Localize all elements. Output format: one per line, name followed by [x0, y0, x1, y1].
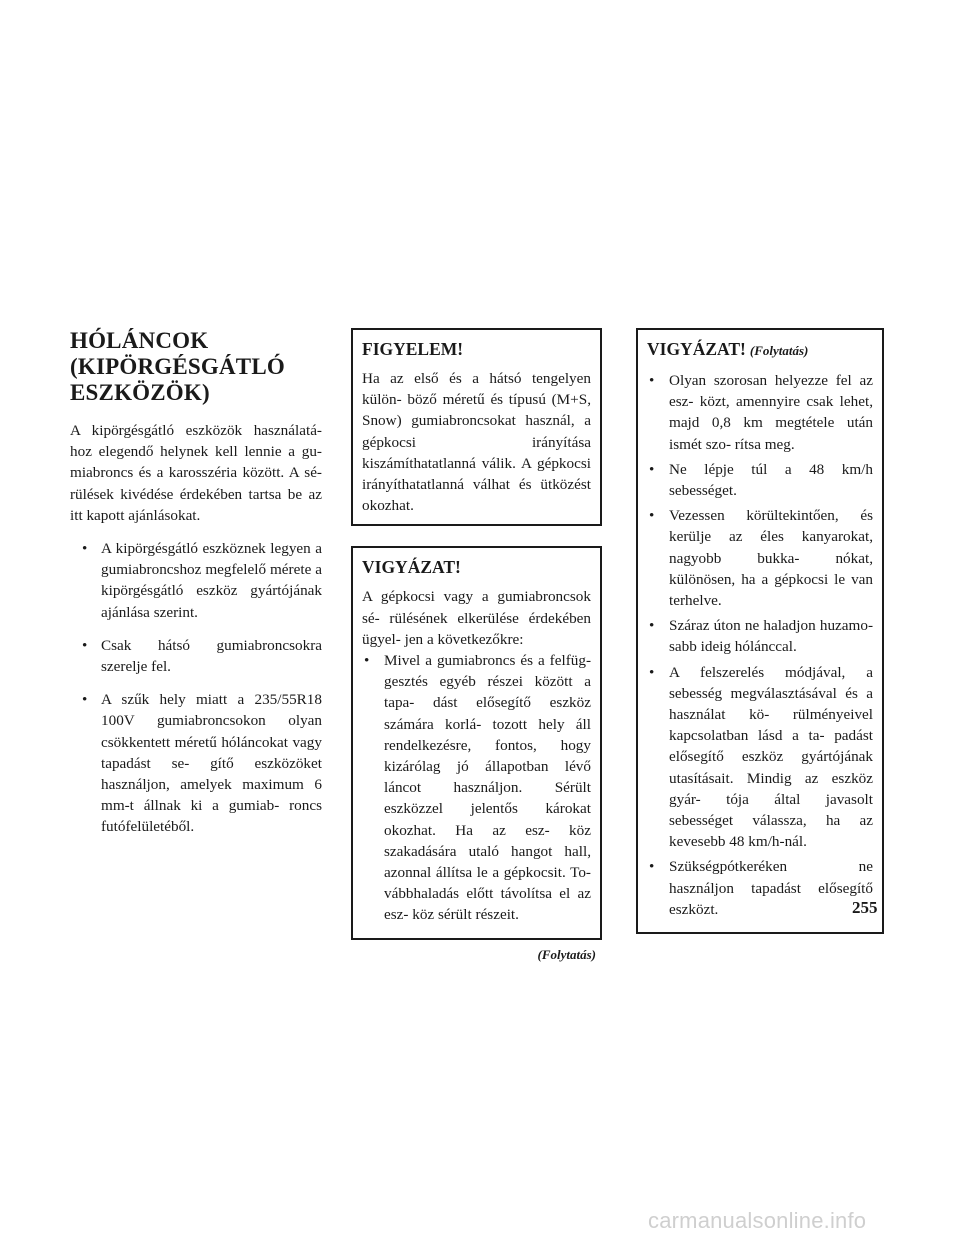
list-item: • A szűk hely miatt a 235/55R18 100V gumiabroncsokon olyan csökkentett méretű hóláncokat vagy tapadást se- gítő eszközöket használjon, amelyek maximum 6 mm-t állnak ki a gumiab- roncs futófelületéből.: [70, 689, 322, 837]
watermark: carmanualsonline.info: [648, 1208, 867, 1233]
column-right: [636, 328, 884, 954]
warning-box-continued: [636, 328, 884, 934]
warning-title-continued: [647, 338, 873, 362]
requirements-list: [70, 538, 322, 838]
page-number: 255: [852, 898, 878, 917]
list-item: • Csak hátsó gumiabroncsokra szerelje fel.: [70, 635, 322, 677]
list-item: • Száraz úton ne haladjon huzamo- sabb ideig hólánccal.: [647, 615, 873, 657]
caution-title: FIGYELEM!: [362, 339, 464, 359]
section-heading: HÓLÁNCOK (KIPÖRGÉSGÁTLÓ ESZKÖZÖK): [70, 328, 285, 405]
caution-box: [351, 328, 602, 526]
intro-paragraph: A kipörgésgátló eszközök használatá- hoz elegendő helynek kell lennie a gu- miabroncs és a karosszéria között. A sé- rülések kivédése érdekében tartsa be az itt kapott ajánlásokat.: [70, 422, 322, 524]
column-left: [70, 328, 322, 850]
list-item: • Ne lépje túl a 48 km/h sebességet.: [647, 459, 873, 501]
list-item: • Olyan szorosan helyezze fel az esz- közt, amennyire csak lehet, majd 0,8 km megtétele után ismét szo- rítsa meg.: [647, 370, 873, 455]
warning-title: VIGYÁZAT!: [362, 557, 461, 578]
list-item: • Vezessen körültekintően, és kerülje az éles kanyarokat, nagyobb bukka- nókat, különösen, ha a gépkocsi le van terhelve.: [647, 505, 873, 611]
warning-list: [647, 370, 873, 920]
list-item: • Szükségpótkeréken ne használjon tapadást elősegítő eszközt.: [647, 856, 873, 920]
continued-label: (Folytatás): [749, 343, 809, 358]
list-item: • A kipörgésgátló eszköznek legyen a gumiabroncshoz megfelelő mérete a kipörgésgátló eszköz gyártójának ajánlása szerint.: [70, 538, 322, 623]
warning-title-text: VIGYÁZAT!: [647, 339, 746, 359]
continued-note: (Folytatás): [537, 946, 596, 962]
list-item: • Mivel a gumiabroncs és a felfüg- gesztés egyéb részei között a tapa- dást elősegítő eszköz számára korlá- tozott hely áll rendelkezésre, fontos, hogy kizárólag jó állapotban lévő láncot használjon. Sérült eszközzel jelentős károkat okozhat. Ha az esz- köz szakadására utaló hangot hall, azonnal állítsa le a gépkocsit. To- vábbhaladás előtt távolítsa el az esz- köz sérült részeit.: [362, 650, 591, 926]
warning-text: A gépkocsi vagy a gumiabroncsok sé- rülésének elkerülése érdekében ügyel- jen a következőkre:: [362, 588, 591, 648]
warning-box: [351, 546, 602, 939]
warning-list: [362, 650, 591, 926]
column-middle: [351, 328, 602, 963]
list-item: • A felszerelés módjával, a sebesség megválasztásával és a használat kö- rülményeivel kapcsolatban lásd a ta- padást elősegítő eszköz gyártójának utasításait. Mindig az eszköz gyár- tója által javasolt sebességet válassza, ha az kevesebb 48 km/h-nál.: [647, 662, 873, 853]
caution-text: Ha az első és a hátsó tengelyen külön- böző méretű és típusú (M+S, Snow) gumiabroncsokat használ, a gépkocsi irányítása kiszámíthatatlanná válik. A gépkocsi irányíthatatlanná válhat és ütközést okozhat.: [362, 370, 591, 515]
